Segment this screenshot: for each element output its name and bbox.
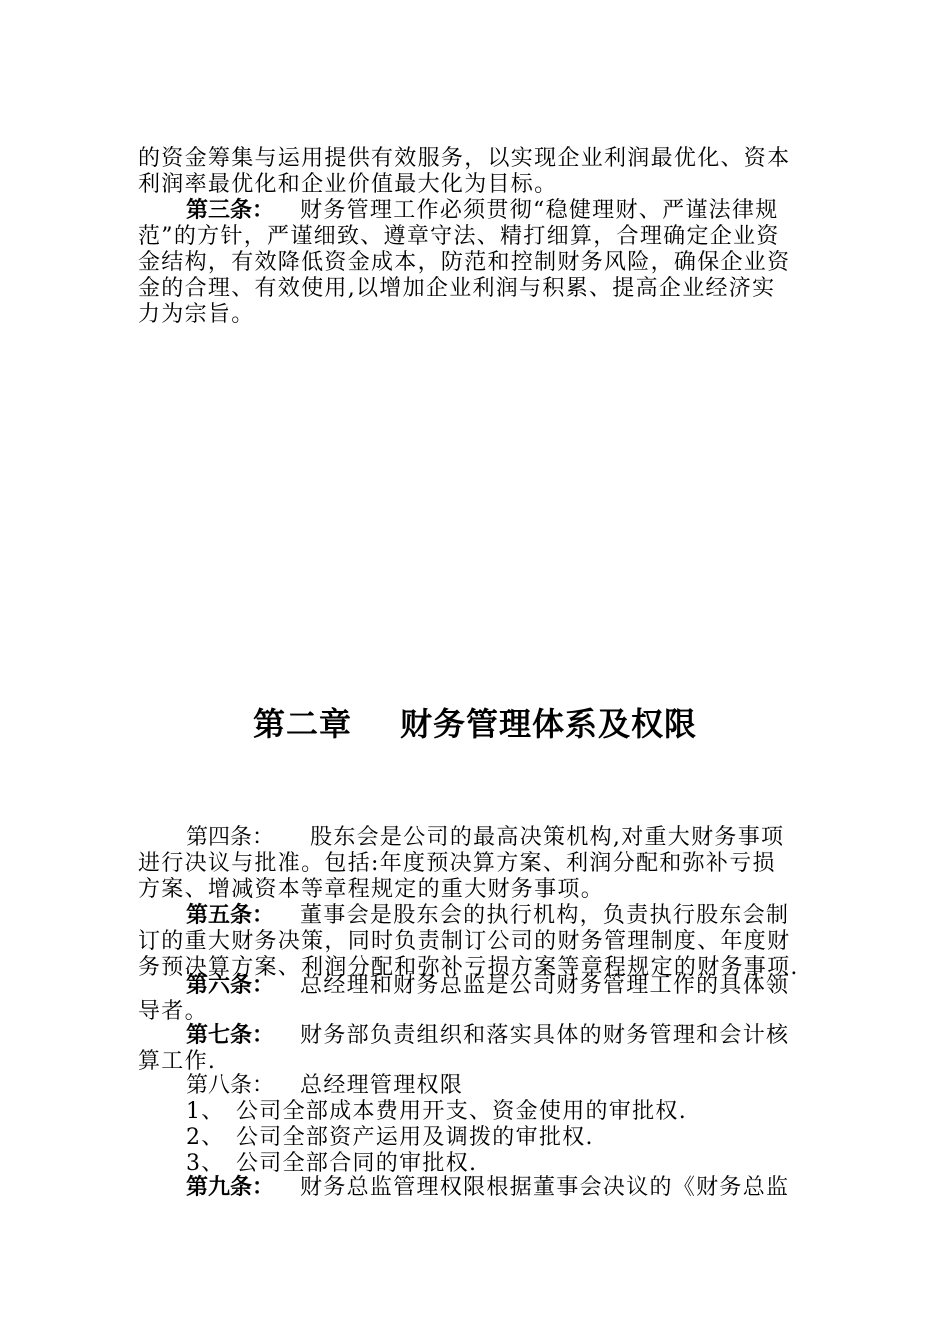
paragraph-line: 进行决议与批准。包括:年度预决算方案、利润分配和弥补亏损 (138, 851, 776, 876)
article-7-label: 第七条： (186, 1023, 275, 1048)
article-5-first-line (186, 904, 814, 928)
chapter-number: 第二章 (252, 705, 352, 743)
paragraph-line: 金的合理、有效使用,以增加企业利润与积累、提高企业经济实 (138, 276, 776, 301)
paragraph-line: 方案、增减资本等章程规定的重大财务事项。 (138, 877, 605, 902)
list-number: 1、 (186, 1099, 225, 1124)
article-5-text: 董事会是股东会的执行机构，负责执行股东会制 (300, 903, 790, 928)
paragraph-line: 范”的方针，严谨细致、遵章守法、精打细算，合理确定企业资 (138, 224, 780, 249)
article-9-first-line (186, 1176, 814, 1200)
paragraph-line: 订的重大财务决策，同时负责制订公司的财务管理制度、年度财 (138, 929, 791, 954)
list-text: 公司全部资产运用及调拨的审批权. (236, 1125, 594, 1150)
list-number: 3、 (186, 1151, 225, 1176)
article-4-label: 第四条： (186, 825, 275, 850)
paragraph-line: 金结构，有效降低资金成本，防范和控制财务风险，确保企业资 (138, 250, 791, 275)
list-text: 公司全部合同的审批权. (236, 1151, 478, 1176)
article-7-text: 财务部负责组织和落实具体的财务管理和会计核 (300, 1023, 790, 1048)
article-8-text: 总经理管理权限 (300, 1073, 464, 1098)
article-7-first-line (186, 1024, 814, 1048)
paragraph-line: 的资金筹集与运用提供有效服务，以实现企业利润最优化、资本 (138, 146, 791, 171)
article-4-text: 股东会是公司的最高决策机构,对重大财务事项 (310, 825, 785, 850)
list-item (186, 1152, 814, 1176)
article-4-first-line (186, 826, 814, 850)
list-number: 2、 (186, 1125, 225, 1150)
chapter-title: 财务管理体系及权限 (400, 705, 698, 743)
article-6-first-line (186, 974, 814, 998)
paragraph-line: 利润率最优化和企业价值最大化为目标。 (138, 172, 558, 197)
article-3-first-line (186, 199, 814, 223)
article-3-text: 财务管理工作必须贯彻“稳健理财、严谨法律规 (300, 198, 779, 223)
paragraph-line: 务预决算方案、利润分配和弥补亏损方案等章程规定的财务事项. (138, 955, 799, 980)
chapter-heading (0, 702, 950, 746)
list-item (186, 1100, 814, 1124)
article-6-label: 第六条： (186, 973, 275, 998)
article-3-label: 第三条： (186, 198, 275, 223)
list-text: 公司全部成本费用开支、资金使用的审批权. (236, 1099, 687, 1124)
article-9-text: 财务总监管理权限根据董事会决议的《财务总监 (300, 1175, 790, 1200)
article-6-text: 总经理和财务总监是公司财务管理工作的具体领 (300, 973, 790, 998)
article-8-label: 第八条： (186, 1073, 275, 1098)
paragraph-line: 算工作. (138, 1049, 217, 1074)
article-5-label: 第五条： (186, 903, 275, 928)
list-item (186, 1126, 814, 1150)
article-8-first-line (186, 1074, 814, 1098)
article-9-label: 第九条： (186, 1175, 275, 1200)
paragraph-line: 导者。 (138, 999, 208, 1024)
paragraph-line: 力为宗旨。 (138, 302, 255, 327)
